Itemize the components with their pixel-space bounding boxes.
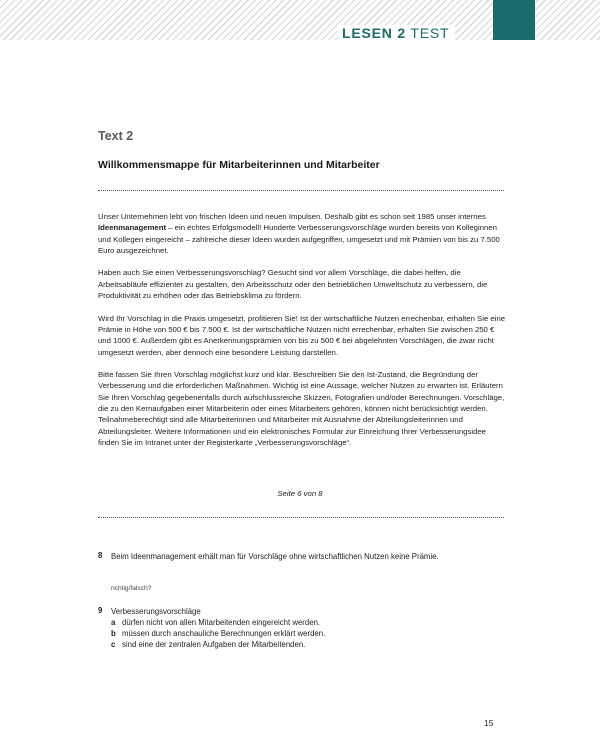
option-c-letter: c [111,640,116,649]
option-c-text: sind eine der zentralen Aufgaben der Mitarbeitenden. [122,640,306,649]
paragraph-4: Bitte fassen Sie Ihren Vorschlag möglichst kurz und klar. Beschreiben Sie den Ist-Zustand, die Begründung der Verbesserung und die erforderlichen Maßnahmen. Wichtig ist eine Aussage, welcher Nutzen zu erwarten ist. Erläutern Sie Ihren Vorschlag gegebenenfalls durch aufschlussreiche Skizzen, Fotografien und/oder Berechnungen. Vorschläge, die zu den Kernaufgaben einer Mitarbeiterin oder eines Mitarbeiters gehören, können nicht berücksichtigt werden. Teilnahmeberechtigt sind alle Mitarbeiterinnen und Mitarbeiter mit Ausnahme der Abteilungsleiterinnen und Abteilungsleiter. Weitere Informationen und ein elektronisches Formular zur Einreichung Ihrer Verbesserungsidee finden Sie im Intranet unter der Registerkarte „Verbesserungsvorschläge“. [98,370,505,447]
section-name: LESEN 2 [342,25,406,41]
paragraph-2: Haben auch Sie einen Verbesserungsvorschlag? Gesucht sind vor allem Vorschläge, die dabei helfen, die Arbeitsabläufe effizienter zu gestalten, den Arbeitsschutz oder den betrieblichen Umweltschutz zu verbessern, die Produktivität zu erhöhen oder das Betriebsklima zu fördern. [98,268,488,301]
question-8-text: Beim Ideenmanagement erhält man für Vorschläge ohne wirtschaftlichen Nutzen keine Prämie. [111,552,439,561]
text-label: Text 2 [98,129,134,143]
paragraph-1-intro: Unser Unternehmen lebt von frischen Ideen und neuen Impulsen. Deshalb gibt es schon seit 1985 unser internes [98,212,486,221]
option-b[interactable] [111,628,501,639]
option-b-letter: b [111,629,116,638]
top-dotted-divider [98,190,504,191]
question-9-options [111,617,501,650]
option-b-text: müssen durch anschauliche Berechnungen erklärt werden. [122,629,326,638]
question-9-number: 9 [98,606,103,615]
question-9-stem: Verbesserungsvorschläge [111,607,201,616]
option-a[interactable] [111,617,501,628]
question-8-number: 8 [98,551,103,560]
section-header [338,25,455,41]
paragraph-1-keyword: Ideenmanagement [98,223,167,233]
paragraph-1-rest: – ein echtes Erfolgsmodell! Hunderte Verbesserungsvorschläge wurden bereits von Kolleginnen und Kollegen eingereicht – zahlreiche dieser Ideen wurden aufgegriffen, umgesetzt und mit Prämien von bis zu 7.500 Euro ausgezeichnet. [98,223,500,255]
page-number: 15 [484,718,494,728]
option-a-letter: a [111,618,116,627]
option-c[interactable] [111,639,501,650]
document-body [98,211,508,460]
header-accent-block [493,0,535,40]
option-a-text: dürfen nicht von allen Mitarbeitenden eingereicht werden. [122,618,321,627]
document-title: Willkommensmappe für Mitarbeiterinnen und Mitarbeiter [98,159,380,171]
paragraph-1 [98,211,508,256]
section-mode: TEST [410,25,450,41]
paragraph-3: Wird Ihr Vorschlag in die Praxis umgesetzt, profitieren Sie! Ist der wirtschaftliche Nutzen errechenbar, erhalten Sie eine Prämie in Höhe von 500 € bis 7.500 €. Ist der wirtschaftliche Nutzen nicht errechenbar, erhalten Sie zwischen 250 € und 1000 €. Außerdem gibt es Anerkennungsprämien von bis zu 500 € bei abgelehnten Vorschlägen, die zwar nicht umgesetzt werden, aber dennoch eine besondere Leistung darstellen. [98,313,506,357]
question-8-hint: richtig/falsch? [111,585,152,592]
page-indicator: Seite 6 von 8 [277,489,323,498]
bottom-dotted-divider [98,517,504,518]
